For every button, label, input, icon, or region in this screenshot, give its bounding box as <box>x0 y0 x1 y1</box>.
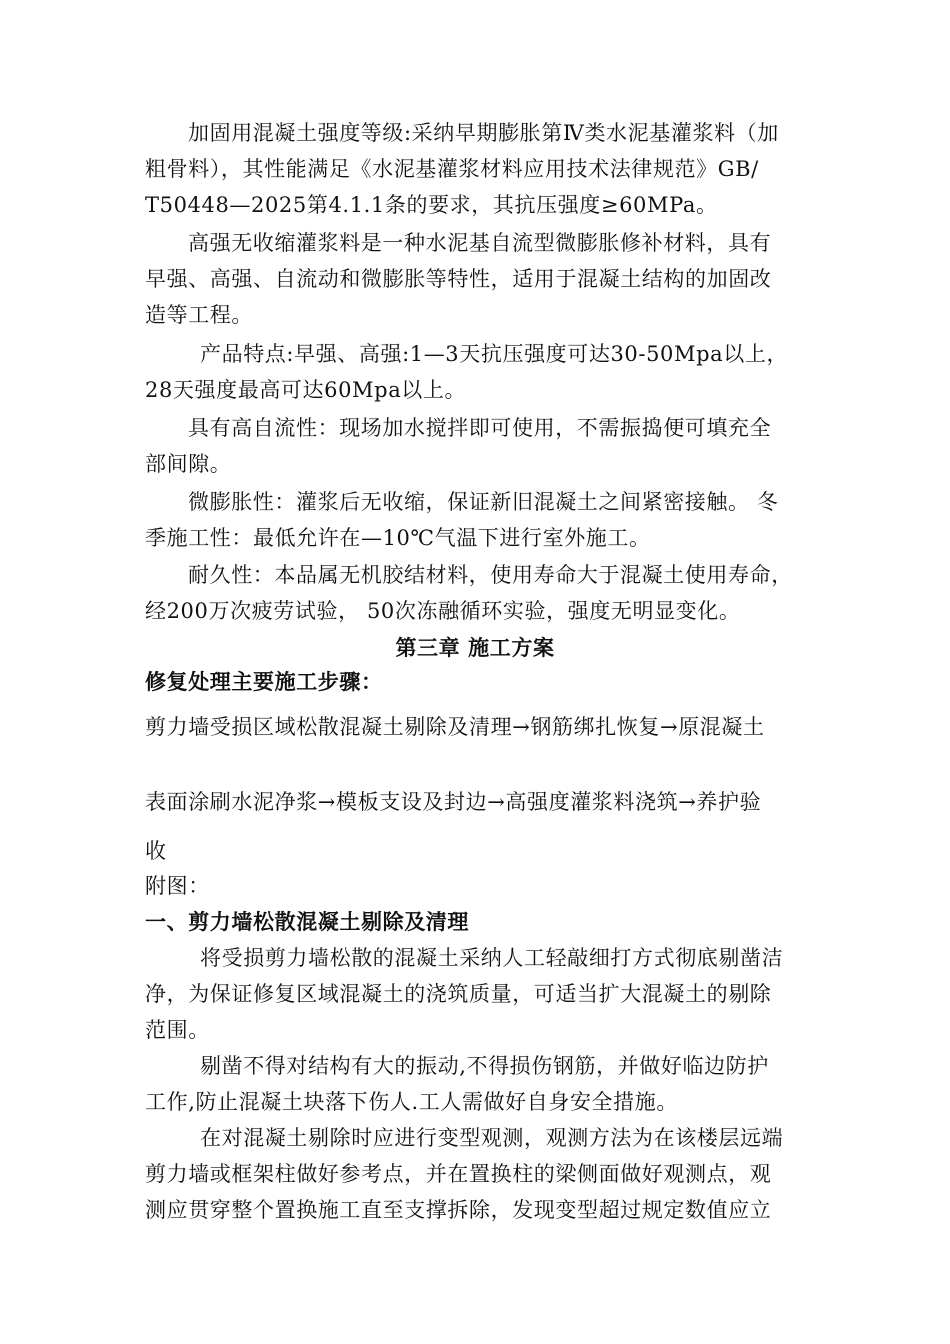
figure-label: 附图： <box>145 874 210 898</box>
paragraph-line: 净，为保证修复区域混凝土的浇筑质量，可适当扩大混凝土的剔除 <box>145 982 772 1006</box>
paragraph-line: 28天强度最高可达60Mpa以上。 <box>145 378 467 402</box>
paragraph-line: 具有高自流性：现场加水搅拌即可使用，不需振捣便可填充全 <box>188 416 772 440</box>
steps-line: 收 <box>145 839 167 863</box>
paragraph-line: 经200万次疲劳试验， 50次冻融循环实验，强度无明显变化。 <box>145 599 741 623</box>
paragraph-line: 耐久性：本品属无机胶结材料，使用寿命大于混凝土使用寿命， <box>188 563 793 587</box>
paragraph-line: 将受损剪力墙松散的混凝土采纳人工轻敲细打方式彻底剔凿洁 <box>200 946 784 970</box>
steps-line: 表面涂刷水泥净浆→模板支设及封边→高强度灌浆料浇筑→养护验 <box>145 790 762 814</box>
paragraph-line: T50448—2025第4.1.1条的要求，其抗压强度≥60MPa。 <box>145 193 718 217</box>
paragraph-line: 加固用混凝土强度等级:采纳早期膨胀第Ⅳ类水泥基灌浆料（加 <box>188 121 779 145</box>
paragraph-line: 造等工程。 <box>145 303 253 327</box>
paragraph-line: 范围。 <box>145 1018 210 1042</box>
paragraph-line: 高强无收缩灌浆料是一种水泥基自流型微膨胀修补材料，具有 <box>188 231 772 255</box>
paragraph-line: 工作,防止混凝土块落下伤人.工人需做好自身安全措施。 <box>145 1090 678 1114</box>
paragraph-line: 微膨胀性：灌浆后无收缩，保证新旧混凝土之间紧密接触。 冬 <box>188 490 779 514</box>
paragraph-line: 剪力墙或框架柱做好参考点，并在置换柱的梁侧面做好观测点，观 <box>145 1162 772 1186</box>
steps-heading: 修复处理主要施工步骤： <box>145 670 383 694</box>
steps-line: 剪力墙受损区域松散混凝土剔除及清理→钢筋绑扎恢复→原混凝土 <box>145 715 765 739</box>
paragraph-line: 产品特点:早强、高强:1—3天抗压强度可达30-50Mpa以上， <box>200 342 789 366</box>
paragraph-line: 测应贯穿整个置换施工直至支撑拆除，发现变型超过规定数值应立 <box>145 1198 772 1222</box>
paragraph-line: 在对混凝土剔除时应进行变型观测，观测方法为在该楼层远端 <box>200 1126 784 1150</box>
paragraph-line: 早强、高强、自流动和微膨胀等特性，适用于混凝土结构的加固改 <box>145 267 772 291</box>
paragraph-line: 季施工性：最低允许在—10℃气温下进行室外施工。 <box>145 526 651 550</box>
chapter-title: 第三章 施工方案 <box>395 636 555 660</box>
paragraph-line: 部间隙。 <box>145 452 232 476</box>
section-heading: 一、剪力墙松散混凝土剔除及清理 <box>145 910 469 934</box>
paragraph-line: 粗骨料），其性能满足《水泥基灌浆材料应用技术法律规范》GB/ <box>145 157 759 181</box>
paragraph-line: 剔凿不得对结构有大的振动,不得损伤钢筋，并做好临边防护 <box>200 1054 769 1078</box>
